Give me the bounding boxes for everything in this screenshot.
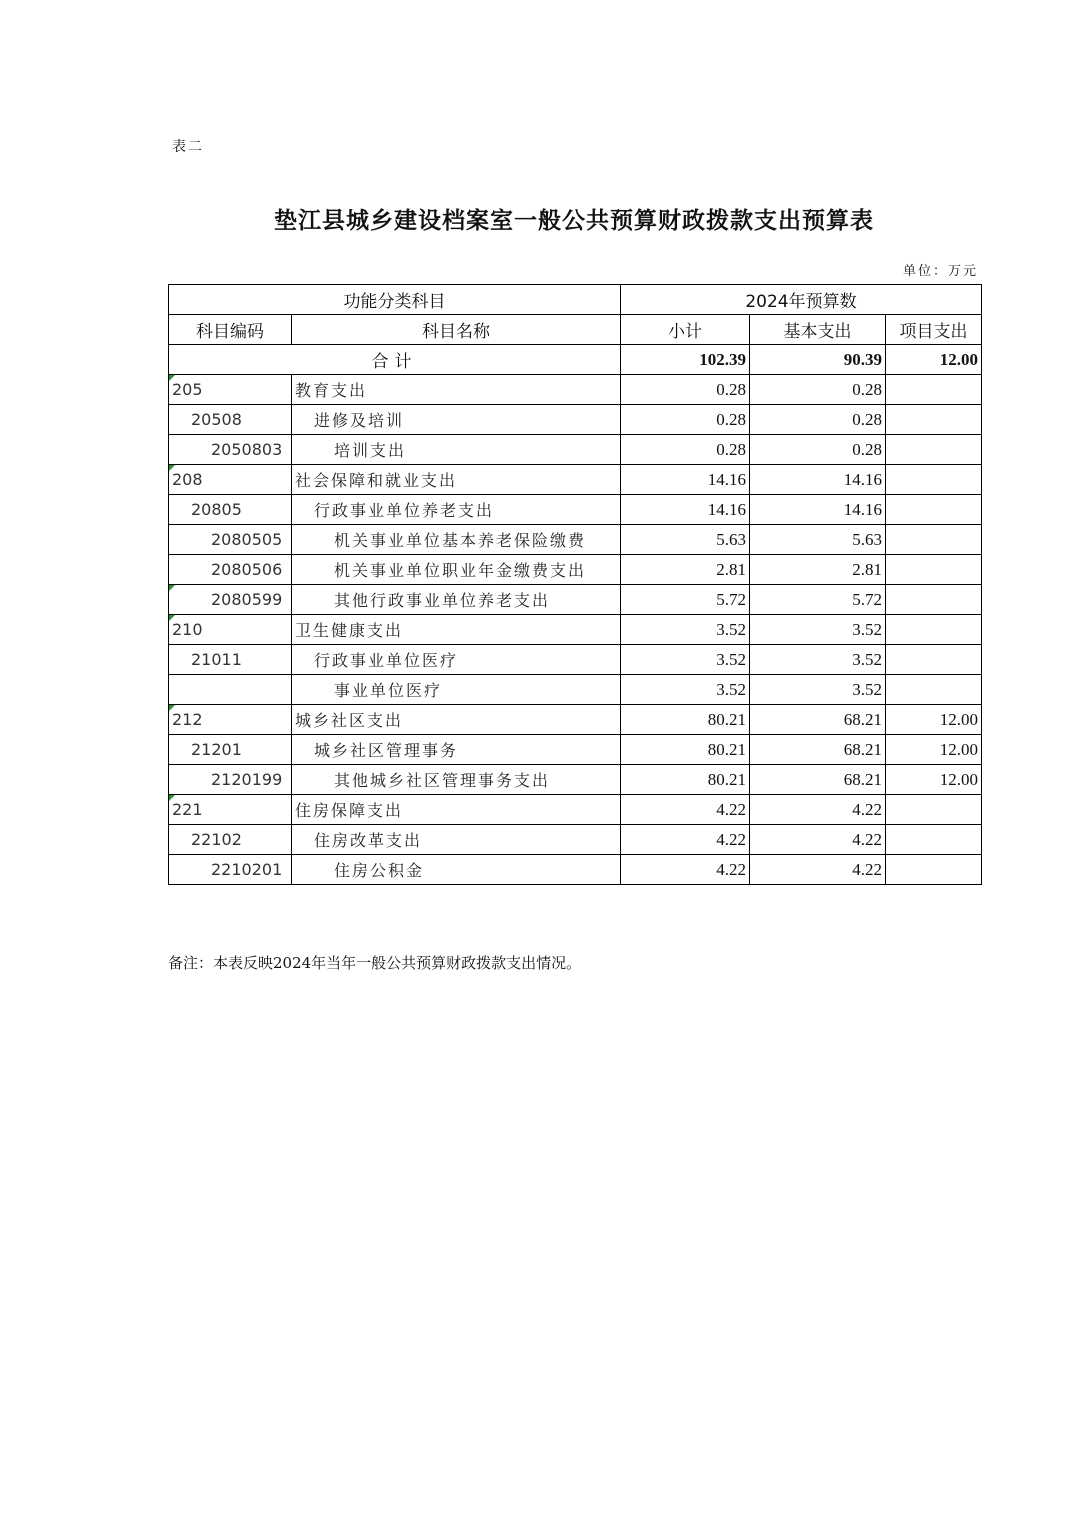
row-code-text: 21201 [191, 740, 242, 759]
row-name: 其他行政事业单位养老支出 [292, 585, 621, 615]
row-basic: 4.22 [750, 795, 886, 825]
row-name: 行政事业单位医疗 [292, 645, 621, 675]
row-subtotal: 4.22 [621, 855, 750, 885]
row-code-text: 2080506 [211, 560, 283, 579]
row-code [169, 615, 292, 645]
row-code [169, 375, 292, 405]
row-subtotal: 14.16 [621, 495, 750, 525]
row-name: 城乡社区支出 [292, 705, 621, 735]
row-code [169, 465, 292, 495]
document-title: 垫江县城乡建设档案室一般公共预算财政拨款支出预算表 [274, 207, 874, 234]
table-row [169, 375, 982, 405]
row-project [886, 855, 982, 885]
row-code [169, 645, 292, 675]
row-basic: 4.22 [750, 855, 886, 885]
total-subtotal: 102.39 [621, 345, 750, 375]
table-row [169, 795, 982, 825]
row-code-text: 205 [172, 380, 203, 399]
row-subtotal: 0.28 [621, 375, 750, 405]
row-project: 12.00 [886, 705, 982, 735]
row-code [169, 795, 292, 825]
table-number-label: 表二 [172, 139, 204, 155]
row-name: 事业单位医疗 [292, 675, 621, 705]
row-basic: 14.16 [750, 495, 886, 525]
row-code-text: 2210201 [211, 860, 283, 879]
row-code-text: 2120199 [211, 770, 283, 789]
row-subtotal: 2.81 [621, 555, 750, 585]
row-project [886, 615, 982, 645]
row-basic: 0.28 [750, 435, 886, 465]
budget-table [168, 284, 982, 885]
row-code-text: 2080505 [211, 530, 283, 549]
row-basic: 0.28 [750, 375, 886, 405]
row-name: 教育支出 [292, 375, 621, 405]
unit-label: 单位：万元 [902, 264, 978, 279]
table-row [169, 855, 982, 885]
row-name: 卫生健康支出 [292, 615, 621, 645]
row-code-text: 2050803 [211, 440, 283, 459]
table-row [169, 465, 982, 495]
row-subtotal: 14.16 [621, 465, 750, 495]
table-row [169, 765, 982, 795]
row-name: 机关事业单位基本养老保险缴费 [292, 525, 621, 555]
row-project [886, 825, 982, 855]
row-project [886, 795, 982, 825]
row-subtotal: 0.28 [621, 435, 750, 465]
row-code-text: 20805 [191, 500, 242, 519]
footnote: 备注：本表反映2024年当年一般公共预算财政拨款支出情况。 [168, 954, 582, 972]
row-code-text: 208 [172, 470, 203, 489]
row-name: 其他城乡社区管理事务支出 [292, 765, 621, 795]
header-budget-year: 2024年预算数 [621, 285, 982, 315]
row-code-text: 20508 [191, 410, 242, 429]
row-code-text: 210 [172, 620, 203, 639]
row-subtotal: 5.72 [621, 585, 750, 615]
row-code-text: 21011 [191, 650, 242, 669]
row-basic: 4.22 [750, 825, 886, 855]
row-code [169, 735, 292, 765]
row-subtotal: 0.28 [621, 405, 750, 435]
row-basic: 0.28 [750, 405, 886, 435]
row-code [169, 675, 292, 705]
row-subtotal: 4.22 [621, 795, 750, 825]
row-code [169, 585, 292, 615]
row-project [886, 495, 982, 525]
row-project [886, 465, 982, 495]
row-code-text: 22102 [191, 830, 242, 849]
table-row [169, 615, 982, 645]
row-project [886, 645, 982, 675]
row-code [169, 555, 292, 585]
row-code [169, 525, 292, 555]
row-project [886, 555, 982, 585]
row-name: 机关事业单位职业年金缴费支出 [292, 555, 621, 585]
table-row [169, 825, 982, 855]
header-basic: 基本支出 [750, 315, 886, 345]
row-project [886, 435, 982, 465]
row-name: 住房公积金 [292, 855, 621, 885]
row-project [886, 375, 982, 405]
row-basic: 3.52 [750, 615, 886, 645]
table-row [169, 525, 982, 555]
row-basic: 68.21 [750, 735, 886, 765]
cell-comment-marker-icon [169, 375, 175, 381]
total-label: 合计 [169, 345, 621, 375]
row-project [886, 675, 982, 705]
row-project [886, 525, 982, 555]
row-name: 住房改革支出 [292, 825, 621, 855]
cell-comment-marker-icon [169, 615, 175, 621]
cell-comment-marker-icon [169, 465, 175, 471]
table-row [169, 435, 982, 465]
row-subtotal: 5.63 [621, 525, 750, 555]
row-name: 培训支出 [292, 435, 621, 465]
total-project: 12.00 [886, 345, 982, 375]
cell-comment-marker-icon [169, 795, 175, 801]
row-name: 社会保障和就业支出 [292, 465, 621, 495]
row-code [169, 405, 292, 435]
row-basic: 68.21 [750, 705, 886, 735]
row-basic: 2.81 [750, 555, 886, 585]
row-project [886, 585, 982, 615]
row-code [169, 705, 292, 735]
row-basic: 3.52 [750, 645, 886, 675]
header-name: 科目名称 [292, 315, 621, 345]
row-name: 住房保障支出 [292, 795, 621, 825]
row-code [169, 855, 292, 885]
header-code: 科目编码 [169, 315, 292, 345]
cell-comment-marker-icon [169, 585, 175, 591]
row-subtotal: 4.22 [621, 825, 750, 855]
table-row [169, 645, 982, 675]
row-basic: 68.21 [750, 765, 886, 795]
row-basic: 5.72 [750, 585, 886, 615]
row-subtotal: 3.52 [621, 675, 750, 705]
row-code [169, 495, 292, 525]
header-group-row [169, 285, 982, 315]
total-row [169, 345, 982, 375]
cell-comment-marker-icon [169, 705, 175, 711]
row-code-text: 212 [172, 710, 203, 729]
row-basic: 5.63 [750, 525, 886, 555]
header-project: 项目支出 [886, 315, 982, 345]
row-subtotal: 80.21 [621, 705, 750, 735]
row-subtotal: 80.21 [621, 765, 750, 795]
row-name: 城乡社区管理事务 [292, 735, 621, 765]
table-row [169, 675, 982, 705]
row-code [169, 435, 292, 465]
table-row [169, 495, 982, 525]
header-subtotal: 小计 [621, 315, 750, 345]
row-code-text: 2080599 [211, 590, 283, 609]
row-subtotal: 80.21 [621, 735, 750, 765]
row-name: 行政事业单位养老支出 [292, 495, 621, 525]
row-code-text: 221 [172, 800, 203, 819]
header-column-row [169, 315, 982, 345]
row-basic: 3.52 [750, 675, 886, 705]
row-project: 12.00 [886, 765, 982, 795]
table-row [169, 735, 982, 765]
table-row [169, 405, 982, 435]
table-row [169, 705, 982, 735]
row-basic: 14.16 [750, 465, 886, 495]
total-basic: 90.39 [750, 345, 886, 375]
header-function-classification: 功能分类科目 [169, 285, 621, 315]
row-code [169, 765, 292, 795]
row-project: 12.00 [886, 735, 982, 765]
row-subtotal: 3.52 [621, 645, 750, 675]
table-row [169, 555, 982, 585]
row-project [886, 405, 982, 435]
row-subtotal: 3.52 [621, 615, 750, 645]
row-name: 进修及培训 [292, 405, 621, 435]
row-code [169, 825, 292, 855]
table-row [169, 585, 982, 615]
